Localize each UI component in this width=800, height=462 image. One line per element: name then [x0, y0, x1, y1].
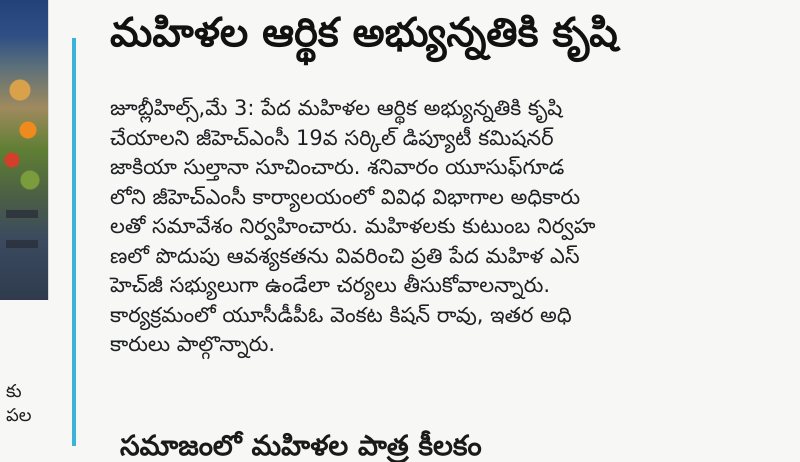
column-accent-rule [72, 38, 76, 446]
article-headline: మహిళల ఆర్థిక అభ్యున్నతికి కృషి [110, 10, 618, 56]
article-line: హెచ్‌జీ సభ్యులుగా ఉండేలా చర్యలు తీసుకోవాలన్నారు. [110, 273, 551, 297]
article-line: లోని జీహెచ్ఎంసీ కార్యాలయంలో వివిధ విభాగాల అధికారు [110, 184, 581, 209]
article-line: జాకియా సుల్తానా సూచించారు. శనివారం యూసుఫ్‌గూడ [110, 155, 565, 179]
article-body [110, 94, 800, 360]
next-article-headline-fragment [120, 429, 680, 462]
adjacent-text-line: కు [6, 381, 22, 402]
photo-detail-strip [6, 240, 38, 248]
article-line: కారులు పాల్గొన్నారు. [110, 332, 276, 356]
article-line: లతో సమావేశం నిర్వహించారు. మహిళలకు కుటుంబ నిర్వహ [110, 214, 596, 238]
article-line: జూబ్లీహిల్స్,మే 3: పేద మహిళల ఆర్థిక అభ్యున్నతికి కృషి [110, 96, 563, 120]
article-line: ణలో పొదుపు ఆవశ్యకతను వివరించి ప్రతి పేద మహిళ ఎస్ [110, 243, 580, 268]
photo-detail-strip [6, 210, 38, 218]
adjacent-article-photo [0, 0, 49, 300]
article-line: చేయాలని జీహెచ్ఎంసీ 19వ సర్కిల్ డిప్యూటీ కమిషనర్ [110, 125, 554, 150]
adjacent-text-line: పల [6, 405, 32, 426]
adjacent-article-text [6, 380, 46, 428]
article-line: కార్యక్రమంలో యూసీడీపీఓ వెంకట కిషన్ రావు, ఇతర అధి [110, 302, 572, 327]
next-headline-text: సమాజంలో మహిళల పాత్ర కీలకం [120, 429, 482, 462]
